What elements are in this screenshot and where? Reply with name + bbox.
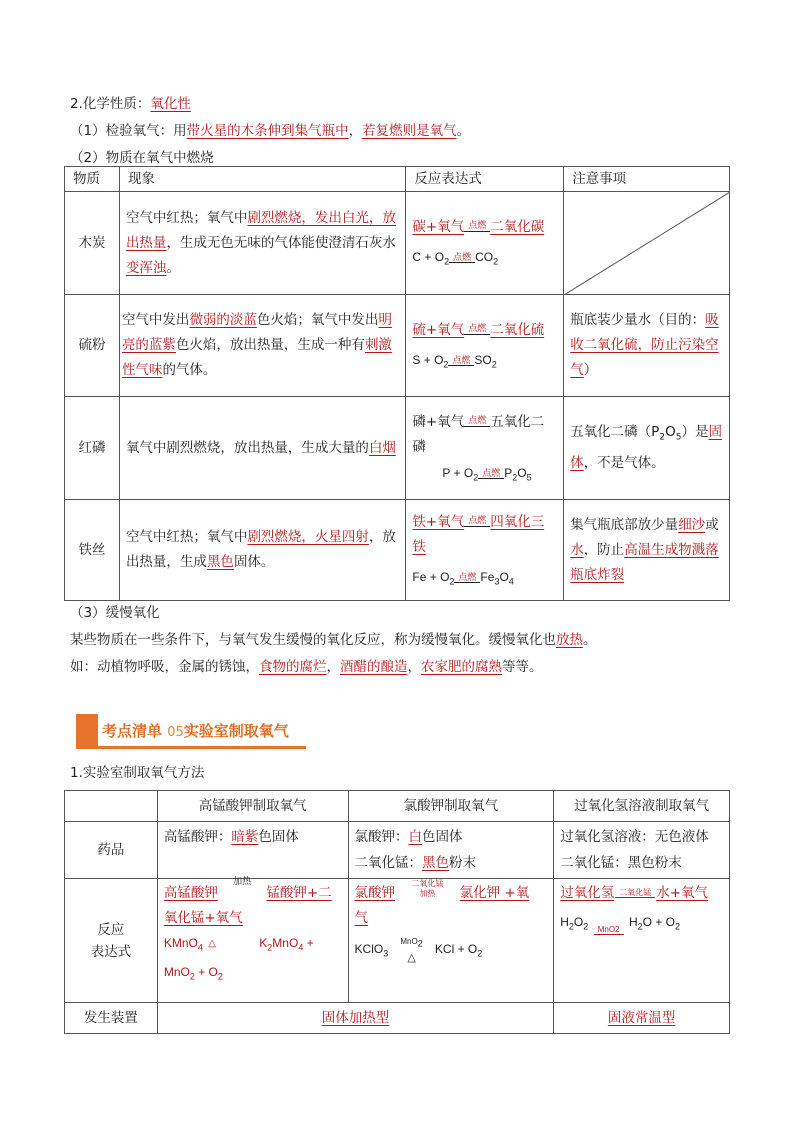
formula-sub: 5	[526, 472, 532, 483]
formula-left: C + O	[412, 250, 445, 265]
row-phenomenon	[119, 397, 405, 500]
drug-key: 白	[408, 829, 423, 845]
drug-line: 过氧化氢溶液：无色液体	[560, 829, 709, 845]
line-key: 放热	[556, 632, 583, 648]
phen-text: 空气中红热；氧气中	[125, 209, 248, 226]
formula-left: S + O	[412, 352, 444, 367]
word-equation	[355, 881, 548, 906]
line-text: 某些物质在一些条件下，与氧气发生缓慢的氧化反应，称为缓慢氧化。缓慢氧化也	[70, 632, 556, 648]
formula-equation	[412, 568, 557, 590]
formula-equation	[164, 931, 342, 960]
word-equation	[412, 510, 557, 560]
formula-left: O	[573, 915, 584, 929]
formula-right: Fe	[480, 569, 495, 584]
row-phenomenon	[119, 192, 405, 295]
phen-key: 白烟	[368, 439, 396, 456]
arrow-icon	[464, 417, 490, 427]
word-eq-right: 二氧化硫	[490, 321, 545, 338]
note-text: 五氧化二磷（P	[570, 424, 660, 441]
formula-cont	[164, 960, 342, 989]
note-key: 水	[570, 541, 584, 558]
word-eq-cont: 氧化锰+氧气	[163, 910, 243, 926]
condition: 点燃	[458, 571, 477, 582]
row-phenomenon	[119, 500, 405, 601]
condition: 点燃	[452, 354, 471, 365]
formula-left: KClO	[354, 942, 384, 956]
condition: 加热	[233, 877, 252, 887]
phen-text: ，放出热量，生成	[125, 529, 396, 570]
condition: 点燃	[482, 467, 501, 478]
row-substance: 铁丝	[65, 500, 120, 601]
phen-text: 氧气中剧烈燃烧，放出热量，生成大量的	[125, 439, 369, 456]
note-text: ）	[583, 362, 598, 378]
table-row	[65, 879, 730, 1003]
table-row	[65, 500, 730, 601]
formula-right: CO	[475, 250, 494, 265]
formula-right: MnO	[163, 965, 190, 980]
section2-title-prefix: 2.化学性质：	[70, 96, 151, 112]
word-eq-right: 氯化钾 +氧	[459, 885, 530, 901]
section-title-text: 实验室制取氧气	[183, 722, 289, 740]
formula-sub: 2	[449, 576, 455, 587]
word-eq-left: 碳+氧气	[412, 219, 465, 236]
condition: 点燃	[468, 415, 487, 426]
word-eq-right: 二氧化碳	[490, 219, 545, 236]
word-equation	[412, 410, 557, 460]
word-eq-right: 水+氧气	[656, 885, 709, 901]
catalyst: MnO2	[597, 925, 620, 934]
phen-key: 微弱的淡蓝	[189, 312, 257, 328]
header-phenomenon: 现象	[119, 167, 405, 192]
diagonal-line	[564, 192, 730, 295]
header-kclo3: 氯酸钾制取氧气	[348, 791, 554, 822]
catalyst: MnO	[400, 937, 418, 947]
arrow-icon	[464, 325, 490, 335]
formula-sub: 2	[493, 256, 499, 267]
condition: 点燃	[453, 252, 472, 263]
formula-sub: 2	[444, 256, 450, 267]
formula-right: MnO	[272, 936, 299, 950]
eq-kmno4	[157, 879, 348, 1003]
word-eq-left: 氯酸钾	[354, 885, 396, 901]
eq-kclo3	[348, 879, 554, 1003]
formula-sub: 2	[267, 942, 273, 953]
note-key: 高温生成物溅落瓶底炸裂	[570, 541, 719, 583]
formula-right: O	[517, 465, 527, 480]
catalyst-icon	[392, 937, 432, 963]
row-equation	[406, 397, 564, 500]
phen-text: 色火焰；氧气中发出	[256, 312, 379, 328]
condition: 点燃	[468, 221, 487, 232]
formula-left: Fe + O	[412, 569, 450, 584]
formula-right: + O	[194, 965, 218, 980]
drug-text: 色固体	[258, 829, 299, 845]
note-sub: 5	[675, 432, 682, 443]
section2-item2: （2）物质在氧气中燃烧	[70, 150, 214, 166]
device-liquid	[554, 1003, 730, 1034]
item1-c: 若复燃则是氧气	[362, 123, 457, 139]
line-key: 酒醋的酿造	[340, 659, 408, 675]
formula-sub: 2	[491, 359, 497, 370]
formula-sub: 4	[298, 942, 304, 953]
drug-line	[355, 850, 548, 876]
formula-right: O + O	[642, 915, 675, 929]
section2-item1	[70, 121, 470, 141]
note-text: 瓶底装少量水（目的：	[570, 312, 706, 328]
arrow-icon	[448, 356, 474, 366]
drug-text: 粉末	[449, 855, 477, 871]
phen-text: 空气中发出	[121, 312, 190, 328]
phen-text: 。	[166, 259, 180, 276]
formula-sub: 2	[512, 472, 518, 483]
drug-text: 二氧化锰：	[354, 855, 423, 871]
word-eq-cont: 气	[354, 910, 369, 926]
formula-sub: 2	[637, 921, 643, 932]
formula-equation	[412, 351, 557, 373]
line-text: ，	[407, 659, 421, 675]
condition: 二氧化锰	[619, 888, 652, 897]
table-row	[65, 397, 730, 500]
line-key: 食物的腐烂	[259, 659, 327, 675]
header-equation: 反应表达式	[406, 167, 564, 192]
word-eq-left: 高锰酸钾	[163, 885, 218, 901]
section-underline	[76, 746, 306, 749]
phen-key: 变浑浊	[125, 259, 167, 276]
formula-sub: 3	[494, 576, 500, 587]
word-eq-left: 过氧化氢	[560, 885, 615, 901]
row-notes	[564, 397, 730, 500]
section-marker-icon	[76, 714, 98, 746]
word-eq-left: 磷+氧气	[412, 413, 465, 430]
word-equation	[412, 215, 557, 240]
drug-kmno4	[157, 822, 348, 879]
table-row	[65, 822, 730, 879]
arrow-icon	[449, 253, 475, 263]
eq-label	[65, 879, 158, 1003]
condition-bot: 加热	[419, 889, 436, 898]
item1-prefix: （1）检验氧气：用	[70, 123, 187, 139]
arrow-icon	[614, 888, 656, 898]
word-eq-right: 四氧化三铁	[412, 513, 545, 555]
eq-label-1: 反应	[97, 921, 125, 938]
phen-key: 明亮的蓝紫	[121, 312, 392, 353]
line-text: 如：动植物呼吸，金属的锈蚀，	[70, 659, 259, 675]
line-text: 等等。	[502, 659, 543, 675]
phen-key: 刺激性气味	[121, 337, 392, 378]
device-solid	[157, 1003, 553, 1034]
condition: 点燃	[468, 323, 487, 334]
condition: 点燃	[468, 515, 487, 526]
drug-key: 暗紫	[231, 829, 259, 845]
note-text: O	[665, 424, 676, 441]
line-text: ，	[326, 659, 340, 675]
arrow-icon	[464, 222, 490, 232]
eq-h2o2	[554, 879, 730, 1003]
section-num: 05	[167, 725, 184, 740]
note-text: ，防止	[583, 541, 625, 558]
item1-end: 。	[456, 123, 471, 139]
note-key: 细沙	[678, 516, 706, 533]
note-sub: 2	[659, 432, 666, 443]
row-phenomenon	[119, 295, 405, 397]
phen-key: 黑色	[206, 554, 234, 570]
phen-key: 剧烈燃烧，火星四射	[247, 529, 369, 545]
row-notes-empty	[564, 192, 730, 295]
note-text: 或	[705, 516, 719, 533]
formula-sub: 2	[189, 971, 195, 982]
formula-sub: 2	[473, 472, 479, 483]
formula-left: P + O	[442, 465, 474, 480]
formula-right: KCl + O	[434, 942, 478, 956]
section2-title	[70, 94, 191, 114]
formula-right: O	[499, 569, 509, 584]
lab-table	[64, 790, 730, 1034]
slow-oxidation-title: （3）缓慢氧化	[70, 605, 160, 621]
eq-label-2: 表达式	[90, 943, 132, 960]
heat-icon: △	[208, 938, 216, 949]
word-eq-right: 五氧化二磷	[412, 413, 545, 455]
line-text: 。	[583, 632, 597, 648]
drug-line	[355, 824, 548, 850]
section2-title-value: 氧化性	[150, 96, 191, 112]
drug-line: 二氧化锰：黑色粉末	[560, 855, 682, 871]
drug-kclo3	[348, 822, 554, 879]
lab-title: 1.实验室制取氧气方法	[70, 765, 205, 781]
word-eq-left: 硫+氧气	[412, 321, 465, 338]
drug-key: 黑色	[422, 855, 450, 871]
header-substance: 物质	[65, 167, 120, 192]
item1-b: ，	[348, 123, 363, 139]
word-equation	[163, 877, 342, 906]
formula-sub: 3	[383, 948, 389, 959]
formula-left: H	[560, 915, 569, 929]
table-row	[65, 295, 730, 397]
phen-text: ，生成无色无味的气体能使澄清石灰水	[166, 234, 396, 251]
phen-key: 放出热量	[125, 209, 396, 251]
drug-text: 色固体	[422, 829, 463, 845]
header-blank	[65, 791, 158, 822]
note-key: 固体	[570, 424, 722, 471]
phen-text: 固体。	[233, 554, 275, 570]
row-equation	[406, 192, 564, 295]
header-h2o2: 过氧化氢溶液制取氧气	[554, 791, 730, 822]
line-key: 农家肥的腐熟	[421, 659, 502, 675]
word-equation	[560, 881, 723, 906]
arrow-icon	[592, 925, 626, 935]
row-notes	[564, 500, 730, 601]
drug-h2o2	[554, 822, 730, 879]
lab-table-header	[65, 791, 730, 822]
formula-sub: 2	[675, 921, 681, 932]
formula-right: K	[259, 936, 268, 950]
row-substance: 红磷	[65, 397, 120, 500]
section-label: 考点清单	[102, 722, 163, 740]
formula-sub: 4	[508, 576, 514, 587]
formula-right: P	[504, 465, 513, 480]
note-text: 集气瓶底部放少量	[570, 516, 679, 533]
combustion-table-header	[65, 167, 730, 192]
condition-icon	[399, 879, 455, 899]
formula-sub: 2	[217, 971, 223, 982]
drug-text: 高锰酸钾：	[163, 829, 232, 845]
formula-sub: 2	[583, 921, 589, 932]
formula-right: SO	[474, 352, 492, 367]
formula-equation	[412, 464, 557, 486]
formula-equation	[412, 248, 557, 270]
formula-sub: 4	[197, 942, 203, 953]
formula-sub: 2	[443, 359, 449, 370]
word-eq-right: 锰酸钾+二	[266, 885, 332, 901]
arrow-icon	[454, 573, 480, 583]
row-substance: 硫粉	[65, 295, 120, 397]
item1-a: 带火星的木条伸到集气瓶中	[186, 123, 349, 139]
formula-right: H	[628, 915, 638, 929]
table-row	[65, 192, 730, 295]
header-notes: 注意事项	[564, 167, 730, 192]
device-label: 发生装置	[65, 1003, 158, 1034]
note-key: 吸收二氧化硫，防止污染空气	[570, 312, 719, 378]
formula-sub: 2	[477, 948, 483, 959]
arrow-icon	[464, 517, 490, 527]
combustion-table	[64, 166, 730, 601]
arrow-icon	[478, 469, 504, 479]
formula-left: KMnO	[163, 936, 198, 950]
word-eq-left: 铁+氧气	[412, 513, 465, 530]
note-text: ，不是气体。	[583, 454, 665, 471]
formula-equation	[355, 937, 548, 966]
phen-text: 色火焰，放出热量，生成一种有	[175, 337, 365, 353]
note-text: ）是	[681, 424, 709, 441]
word-equation	[412, 318, 557, 343]
slow-oxidation-line1	[70, 630, 597, 650]
formula-sub: 2	[417, 938, 423, 949]
formula-right: +	[303, 936, 314, 950]
heat-icon: △	[407, 951, 416, 964]
device-solid-text: 固体加热型	[321, 1010, 390, 1026]
section-title	[102, 720, 289, 741]
row-equation	[406, 500, 564, 601]
formula-equation	[560, 910, 723, 939]
row-substance: 木炭	[65, 192, 120, 295]
arrow-icon	[222, 878, 262, 887]
header-kmno4: 高锰酸钾制取氧气	[157, 791, 348, 822]
slow-oxidation-line2	[70, 657, 543, 677]
drug-text: 氯酸钾：	[354, 829, 409, 845]
drug-label: 药品	[65, 822, 158, 879]
device-liquid-text: 固液常温型	[607, 1010, 676, 1026]
condition-top: 二氧化锰	[411, 879, 444, 888]
phen-key: 剧烈燃烧，发出白光，	[247, 209, 383, 226]
row-notes	[564, 295, 730, 397]
row-equation	[406, 295, 564, 397]
phen-text: 的气体。	[162, 362, 217, 378]
table-row	[65, 1003, 730, 1034]
formula-sub: 2	[568, 921, 574, 932]
phen-text: 空气中红热；氧气中	[125, 529, 248, 545]
